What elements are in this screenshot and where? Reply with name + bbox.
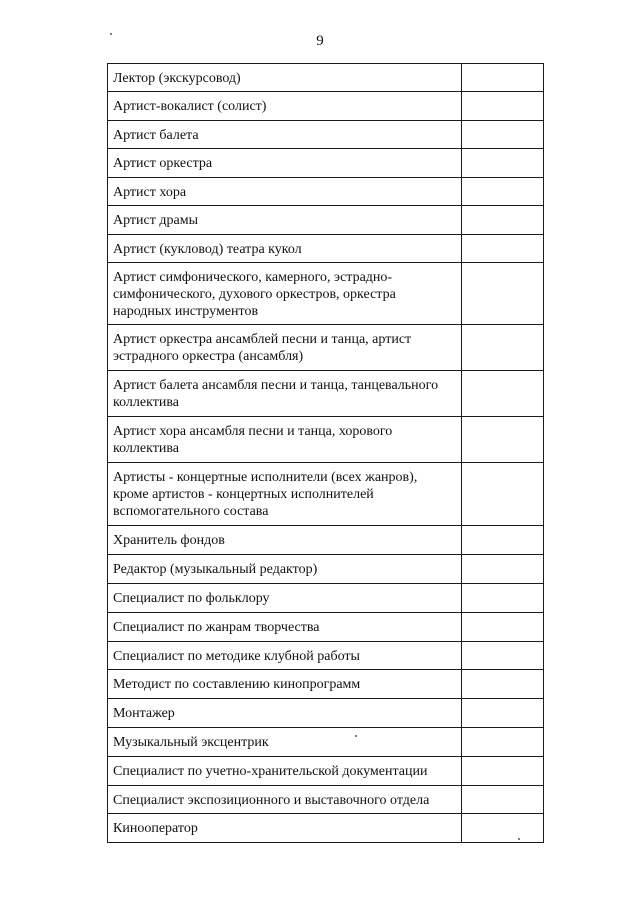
value-cell [462,371,544,417]
table-row [108,263,544,325]
position-table [107,63,544,843]
table-row [108,325,544,371]
table-row [108,463,544,526]
value-cell [462,64,544,92]
value-cell [462,642,544,670]
position-name-cell: Музыкальный эксцентрик [108,728,462,757]
position-name-cell: Хранитель фондов [108,526,462,555]
position-name-cell: Лектор (экскурсовод) [108,64,462,92]
value-cell [462,325,544,371]
value-cell [462,417,544,463]
position-name-cell: Специалист экспозиционного и выставочного отдела [108,786,462,814]
value-cell [462,613,544,642]
position-name-cell: Артисты - концертные исполнители (всех жанров), кроме артистов - концертных исполнителей вспомогательного состава [108,463,462,526]
table-row [108,235,544,263]
value-cell [462,178,544,206]
position-name-cell: Редактор (музыкальный редактор) [108,555,462,584]
position-name-cell: Специалист по фольклору [108,584,462,613]
position-name-cell: Артист оркестра [108,149,462,178]
table-row [108,178,544,206]
table-row [108,417,544,463]
value-cell [462,121,544,149]
value-cell [462,149,544,178]
position-name-cell: Артист балета [108,121,462,149]
value-cell [462,263,544,325]
value-cell [462,463,544,526]
table-row [108,613,544,642]
value-cell [462,757,544,786]
table-row [108,526,544,555]
table-row [108,121,544,149]
table-row [108,555,544,584]
value-cell [462,235,544,263]
value-cell [462,728,544,757]
position-name-cell: Специалист по методике клубной работы [108,642,462,670]
position-name-cell: Артист-вокалист (солист) [108,92,462,121]
position-name-cell: Специалист по учетно-хранительской документации [108,757,462,786]
table-row [108,371,544,417]
table-row [108,670,544,699]
value-cell [462,814,544,843]
value-cell [462,526,544,555]
table-row [108,699,544,728]
table-row [108,149,544,178]
table-row [108,92,544,121]
value-cell [462,584,544,613]
table-row [108,64,544,92]
position-name-cell: Специалист по жанрам творчества [108,613,462,642]
position-name-cell: Монтажер [108,699,462,728]
position-name-cell: Артист оркестра ансамблей песни и танца, артист эстрадного оркестра (ансамбля) [108,325,462,371]
table-row [108,642,544,670]
table-row [108,814,544,843]
value-cell [462,92,544,121]
value-cell [462,555,544,584]
table-row [108,584,544,613]
position-name-cell: Артист драмы [108,206,462,235]
position-name-cell: Артист симфонического, камерного, эстрадно-симфонического, духового оркестров, оркестра народных инструментов [108,263,462,325]
value-cell [462,206,544,235]
position-name-cell: Кинооператор [108,814,462,843]
table-row [108,728,544,757]
table-row [108,786,544,814]
table-row [108,206,544,235]
value-cell [462,699,544,728]
position-name-cell: Артист хора [108,178,462,206]
position-name-cell: Артист (кукловод) театра кукол [108,235,462,263]
value-cell [462,786,544,814]
position-name-cell: Артист хора ансамбля песни и танца, хорового коллектива [108,417,462,463]
value-cell [462,670,544,699]
position-name-cell: Методист по составлению кинопрограмм [108,670,462,699]
position-name-cell: Артист балета ансамбля песни и танца, танцевального коллектива [108,371,462,417]
page-number: 9 [316,33,324,49]
table-row [108,757,544,786]
scan-speck [110,33,112,35]
